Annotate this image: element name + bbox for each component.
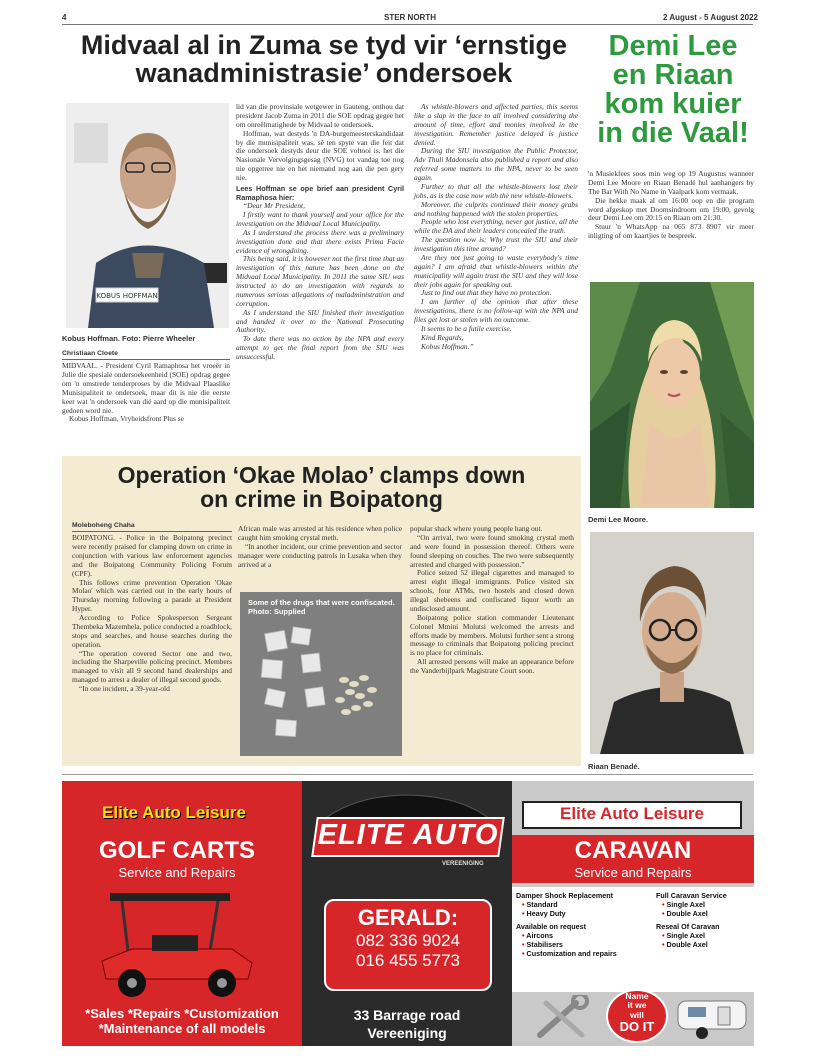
paragraph: 'n Musiekfees soos min weg op 19 Augustus wanneer Demi Lee Moore en Riaan Benadé hul aanhangers by The Bar With No Name in Vaalpark kom vermaak. bbox=[588, 169, 754, 196]
list-item: • Single Axel bbox=[656, 931, 752, 940]
elite-auto-logo: ELITE AUTO bbox=[317, 819, 499, 851]
kobus-hoffman-photo bbox=[66, 103, 229, 328]
demi-lee-caption: Demi Lee Moore. bbox=[588, 515, 649, 524]
services-line: *Maintenance of all models bbox=[98, 1020, 266, 1036]
paragraph: lid van die provinsiale wetgewer in Gauteng, onthou dat president Jacob Zuma in 2011 die SOE opdrag gegee het om onreëlmatighede by Midvaal te ondersoek. bbox=[236, 102, 404, 129]
story3-column2 bbox=[238, 525, 402, 569]
paragraph: It seems to be a futile exercise. bbox=[421, 323, 512, 333]
caravan-illustration bbox=[674, 995, 752, 1041]
story1-column2 bbox=[236, 103, 404, 362]
photo-name-card: KOBUS HOFFMAN bbox=[96, 292, 158, 300]
address-line1: 33 Barrage road bbox=[353, 1007, 461, 1023]
paragraph: This follows crime prevention Operation 'Okae Molao' which was carried out in the early hours of Thursday morning following a parade at President Hyper. bbox=[72, 577, 232, 614]
paragraph: Are they not just going to waste everybody's time again? I am afraid that whistle-blowers within the municipality will again trust the SIU and they will lose their jobs again for speaking out. bbox=[414, 252, 578, 289]
golf-cart-illustration bbox=[92, 891, 262, 1001]
paragraph: As whistle-blowers and affected parties, this seems like a slap in the face to all involved considering the amount of time, effort and monies involved in the investigation. Remember justice delayed is justice denied. bbox=[414, 102, 578, 147]
paragraph: According to Police Spokesperson Sergeant Thembeka Mazemhela, police conducted a roadblock, stops and searches, and house searches during the operation. bbox=[72, 613, 232, 649]
drugs-photo bbox=[240, 592, 402, 756]
story2-headline bbox=[588, 32, 758, 148]
story3-headline-line1: Operation ‘Okae Molao’ clamps down bbox=[117, 462, 526, 488]
letter-heading: Lees Hoffman se ope brief aan president Cyril Ramaphosa hier: bbox=[236, 183, 404, 202]
address-line2: Vereeniging bbox=[367, 1025, 447, 1041]
story1-photo-caption: Kobus Hoffman. Foto: Pierre Wheeler bbox=[62, 334, 196, 343]
list-item: • Standard bbox=[516, 900, 652, 909]
paragraph: The question now is: Why trust the SIU and their investigation this time around? bbox=[414, 235, 578, 253]
story3-byline: Moleboheng Chaha bbox=[72, 522, 232, 532]
paragraph: Die hekke maak al om 16:00 oop en die program word afgeskop met Doomsindroom om 19:00, gevolg deur Demi Lee om 20:15 en Riaan om 21:30. bbox=[588, 195, 754, 223]
paragraph: Just to find out that they have no protection. bbox=[421, 288, 552, 298]
issue-date: 2 August - 5 August 2022 bbox=[663, 13, 758, 22]
phone-number-2[interactable]: 016 455 5773 bbox=[356, 951, 460, 970]
ad-separator bbox=[62, 774, 753, 775]
paragraph: Kobus Hoffman, Vryheidsfront Plus se bbox=[69, 414, 184, 424]
paragraph: Kobus Hoffman.” bbox=[421, 341, 474, 351]
paragraph: Kind Regards, bbox=[421, 332, 464, 342]
badge-line: Name bbox=[625, 991, 649, 1001]
story1-column3 bbox=[414, 103, 578, 352]
contact-name: GERALD: bbox=[357, 905, 459, 930]
paragraph: As I understand the process there was a preliminary investigation done and that there exists Prima Facie evidence of wrongdoing. bbox=[236, 227, 404, 255]
paragraph: “In one incident, a 39-year-old bbox=[79, 684, 170, 694]
badge-line: it we bbox=[627, 1000, 647, 1011]
list-heading: Reseal Of Caravan bbox=[656, 922, 720, 931]
list-item: • Customization and repairs bbox=[516, 949, 652, 958]
paragraph: During the SIU investigation the Public Protector, Adv Thuli Madonsela also published a report and also referred some matters to the NPA, never to be seen again. bbox=[414, 146, 578, 182]
riaan-benade-caption: Riaan Benadé. bbox=[588, 762, 640, 771]
story3-headline bbox=[66, 463, 577, 511]
page-number: 4 bbox=[62, 13, 67, 22]
paragraph: Police seized 52 illegal cigarettes and managed to arrest eight illegal immigrants. Police visited six schools, four ATMs, two hostels and closed down illegal shebeens and confiscated liquor worth an undisclosed amount. bbox=[410, 568, 574, 613]
riaan-benade-photo bbox=[590, 532, 754, 754]
story2-headline-line3: kom kuier bbox=[604, 88, 742, 120]
list-heading: Damper Shock Replacement bbox=[516, 891, 614, 900]
badge-line: DO IT bbox=[619, 1019, 655, 1035]
caravan-subtitle: Service and Repairs bbox=[574, 865, 692, 880]
list-heading: Available on request bbox=[516, 922, 587, 931]
golf-carts-subtitle: Service and Repairs bbox=[118, 865, 236, 880]
badge-text bbox=[606, 992, 668, 1034]
story1-byline: Christiaan Cloete bbox=[62, 350, 230, 360]
story3-headline-line2: on crime in Boipatong bbox=[200, 486, 443, 513]
paragraph: To date there was no action by the NPA and every attempt to get the final report from the SIU was unsuccessful. bbox=[236, 334, 404, 362]
badge-line: will bbox=[630, 1009, 644, 1020]
list-item: • Aircons bbox=[516, 931, 652, 940]
paragraph: Boipatong police station commander Lieutenant Colonel Mmini Molutsi welcomed the arrests and efforts made by members. Molutsi further sent a strong message to criminals that Boipatong policing precinct is no place for criminals. bbox=[410, 612, 574, 658]
paragraph: popular shack where young people hang out. bbox=[410, 524, 543, 533]
header-rule bbox=[62, 24, 753, 25]
story1-headline bbox=[62, 31, 586, 88]
paragraph: Stuur 'n WhatsApp na 065 873 8907 vir meer inligting of om kaartjies te bespreek. bbox=[588, 222, 754, 241]
paragraph: Further to that all the whistle-blowers lost their jobs, as is the case now with the new whistle-blowers. bbox=[414, 181, 578, 200]
caravan-service-list-right bbox=[656, 891, 752, 949]
story2-headline-line4: in die Vaal! bbox=[597, 117, 749, 149]
demi-lee-photo bbox=[590, 282, 754, 508]
caravan-service-list-left bbox=[516, 891, 652, 958]
list-item: • Stabilisers bbox=[516, 940, 652, 949]
paragraph: Hoffman, wat destyds 'n DA-burgemeesterskandidaat by die munisipaliteit was, sê ten spyte van die feit dat die ondersoek destyds deur die SOE voltooi is, het die Nasionale Vervolgingsgesag (NVG) tot vandag toe nog nie opgetree nie en het niemand nog aan die pen gery nie. bbox=[236, 128, 404, 182]
story2-headline-line1: Demi Lee bbox=[608, 30, 738, 62]
list-item: • Double Axel bbox=[656, 909, 752, 918]
services-line: *Sales *Repairs *Customization bbox=[85, 1006, 279, 1021]
golf-carts-services bbox=[68, 1007, 296, 1037]
phone-number-1[interactable]: 082 336 9024 bbox=[356, 931, 460, 950]
list-item: • Double Axel bbox=[656, 940, 752, 949]
paragraph: “On arrival, two were found smoking crystal meth and were found in possession thereof. Others were found sleeping on couches. The two were subsequently arrested and charged with possession.” bbox=[410, 532, 574, 569]
publication-name: STER NORTH bbox=[384, 13, 436, 22]
golf-carts-title: GOLF CARTS bbox=[99, 837, 255, 864]
paragraph: MIDVAAL. - President Cyril Ramaphosa het vroeër in Julie die spesiale ondersoekeenheid (SOE) opdrag gegee om 'n omstrede tenderproses by die Midvaal Plaaslike Munisipaliteit te ondersoek, maar dit is nie die eerste keer wat 'n ondersoek van dié aard op die munisipaliteit gedoen word nie. bbox=[62, 361, 230, 415]
logo-subtext: VEREENIGING bbox=[442, 861, 484, 867]
paragraph: “Dear Mr President, bbox=[243, 201, 305, 211]
paragraph: As I understand the SIU finished their investigation and handed it over to the National Prosecuting Authority. bbox=[236, 307, 404, 335]
paragraph: I am further of the opinion that after these investigations, there is no follow-up with the NPA and files get lost or stolen with no outcome. bbox=[414, 297, 578, 324]
story1-headline-line1: Midvaal al in Zuma se tyd vir ‘ernstige bbox=[80, 30, 568, 60]
story3-column1 bbox=[72, 522, 232, 694]
list-item: • Single Axel bbox=[656, 900, 752, 909]
paragraph: “In another incident, our crime prevention and sector manager were conducting patrols in Lusaka when they arrived at a bbox=[238, 541, 402, 569]
list-item: • Heavy Duty bbox=[516, 909, 652, 918]
story1-headline-line2: wanadministrasie’ ondersoek bbox=[135, 58, 513, 89]
paragraph: This being said, it is however not the first time that an investigation of this nature has been done on the Midvaal Local Municipality. In 2011 the same SIU was instructed to do an investigation with regards to numerous serious allegations of maladministration and corruption. bbox=[236, 254, 404, 308]
paragraph: All arrested persons will make an appearance before the Vanderbijlpark Magistrate Court soon. bbox=[410, 657, 574, 675]
drugs-photo-caption: Some of the drugs that were confiscated. Photo: Supplied bbox=[248, 598, 395, 616]
story1-column1 bbox=[62, 350, 230, 424]
story2-headline-line2: en Riaan bbox=[612, 59, 734, 91]
paragraph: “The operation covered Sector one and two, including the Sharpeville policing precinct. Members managed to visit all 9 second hand dealerships and managed to arrest a dealer of illegal second goods. bbox=[72, 648, 232, 685]
story2-body bbox=[588, 170, 754, 241]
list-heading: Full Caravan Service bbox=[656, 891, 727, 900]
elite-auto-advert bbox=[62, 781, 754, 1046]
caravan-title: CARAVAN bbox=[574, 837, 692, 864]
paragraph: People who lost everything, never got justice, all the while the DA and their leaders concealed the truth. bbox=[414, 217, 578, 236]
paragraph: I firstly want to thank yourself and your office for the investigation on the Midvaal Local Municipality. bbox=[236, 210, 404, 228]
story3-column3 bbox=[410, 525, 574, 676]
paragraph: Moreover, the culprits continued their money grabs and nothing happened with the stolen properties. bbox=[414, 199, 578, 218]
left-brand: Elite Auto Leisure bbox=[102, 803, 246, 822]
wrench-icon bbox=[532, 995, 602, 1043]
right-brand: Elite Auto Leisure bbox=[560, 804, 704, 823]
paragraph: BOIPATONG. - Police in the Boipatong precinct were recently praised for clamping down on crime in conjunction with various law enforcement agencies and the Boipatong Community Policing Forum (CPF). bbox=[72, 533, 232, 578]
paragraph: African male was arrested at his residence when police caught him smoking crystal meth. bbox=[238, 524, 402, 542]
